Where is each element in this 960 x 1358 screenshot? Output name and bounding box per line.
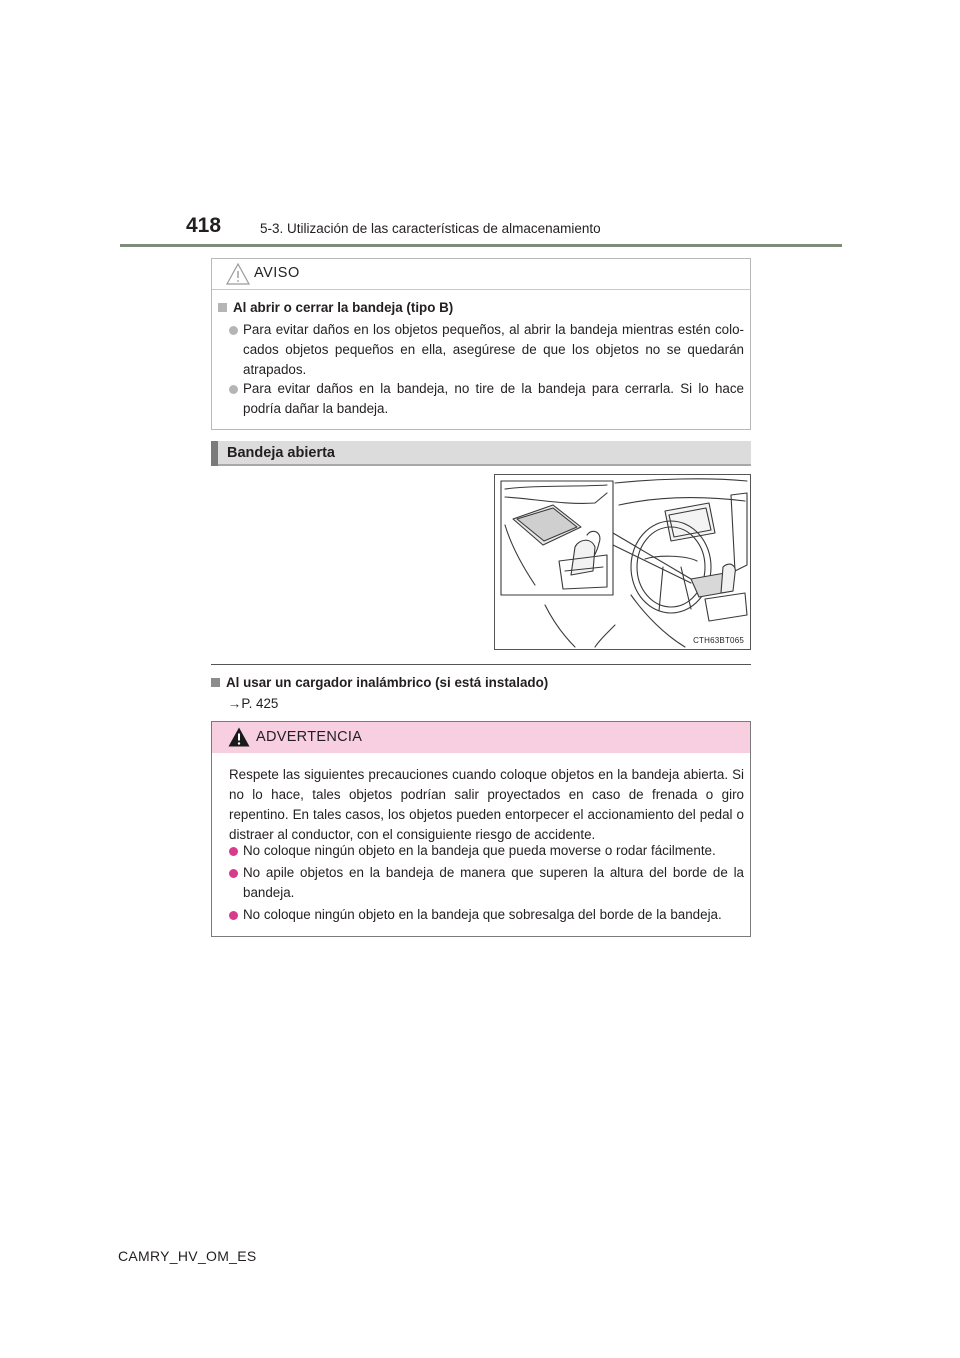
- page-number: 418: [186, 214, 222, 237]
- advertencia-intro: Respete las siguientes precauciones cuando coloque objetos en la bandeja abierta. Si no lo hace, tales objetos podrían salir proyectados en caso de frenada o giro repentino. En tales casos, los objetos pueden entorpecer el accionamiento del pedal o distraer al conductor, con el consiguiente riesgo de accidente.: [229, 767, 744, 842]
- warning-triangle-icon: [228, 727, 250, 747]
- page-reference[interactable]: [228, 694, 278, 714]
- advertencia-title: ADVERTENCIA: [256, 729, 363, 745]
- console-tray-drawing: [495, 475, 750, 649]
- section-rule: [211, 664, 751, 665]
- advertencia-header: [212, 722, 750, 753]
- aviso-heading: [218, 298, 453, 318]
- advertencia-box: [211, 721, 751, 937]
- bullet-dot-icon: [229, 911, 238, 920]
- arrow-icon: →: [228, 696, 242, 711]
- footer-code: CAMRY_HV_OM_ES: [118, 1248, 257, 1264]
- figure-code: CTH63BT065: [693, 636, 744, 645]
- tray-illustration: [494, 474, 751, 650]
- bullet-dot-icon: [229, 869, 238, 878]
- aviso-bullet-2: Para evitar daños en la bandeja, no tire de la bandeja para cerrarla. Si lo hace podría dañar la bandeja.: [243, 381, 744, 416]
- header-rule: [120, 244, 842, 247]
- advertencia-bullet-2: No apile objetos en la bandeja de manera que superen la altura del borde de la bandeja.: [243, 865, 744, 900]
- advertencia-bullet-1: No coloque ningún objeto en la bandeja que pueda moverse o rodar fácilmente.: [243, 843, 716, 858]
- bullet-dot-icon: [229, 847, 238, 856]
- section-banner-accent: [211, 441, 218, 466]
- aviso-box: [211, 258, 751, 430]
- aviso-header: [212, 259, 750, 290]
- square-bullet-icon: [218, 303, 227, 312]
- advertencia-bullet-3: No coloque ningún objeto en la bandeja que sobresalga del borde de la bandeja.: [243, 907, 722, 922]
- wireless-heading-text: Al usar un cargador inalámbrico (si está instalado): [226, 675, 549, 690]
- section-banner: [211, 441, 751, 466]
- caution-triangle-icon: [226, 263, 250, 285]
- aviso-bullet-1: Para evitar daños en los objetos pequeños, al abrir la bandeja mientras estén colo-cados objetos pequeños en ella, asegúrese de que los objetos no se quedarán atrapados.: [243, 322, 744, 377]
- aviso-heading-text: Al abrir o cerrar la bandeja (tipo B): [233, 300, 454, 315]
- wireless-heading: [211, 673, 548, 693]
- aviso-title: AVISO: [254, 265, 300, 281]
- square-bullet-icon: [211, 678, 220, 687]
- bullet-dot-icon: [229, 326, 238, 335]
- page-reference-text: P. 425: [241, 696, 279, 711]
- section-title: 5-3. Utilización de las características de almacenamiento: [260, 221, 601, 236]
- bullet-dot-icon: [229, 385, 238, 394]
- section-title-bandeja: Bandeja abierta: [227, 445, 335, 461]
